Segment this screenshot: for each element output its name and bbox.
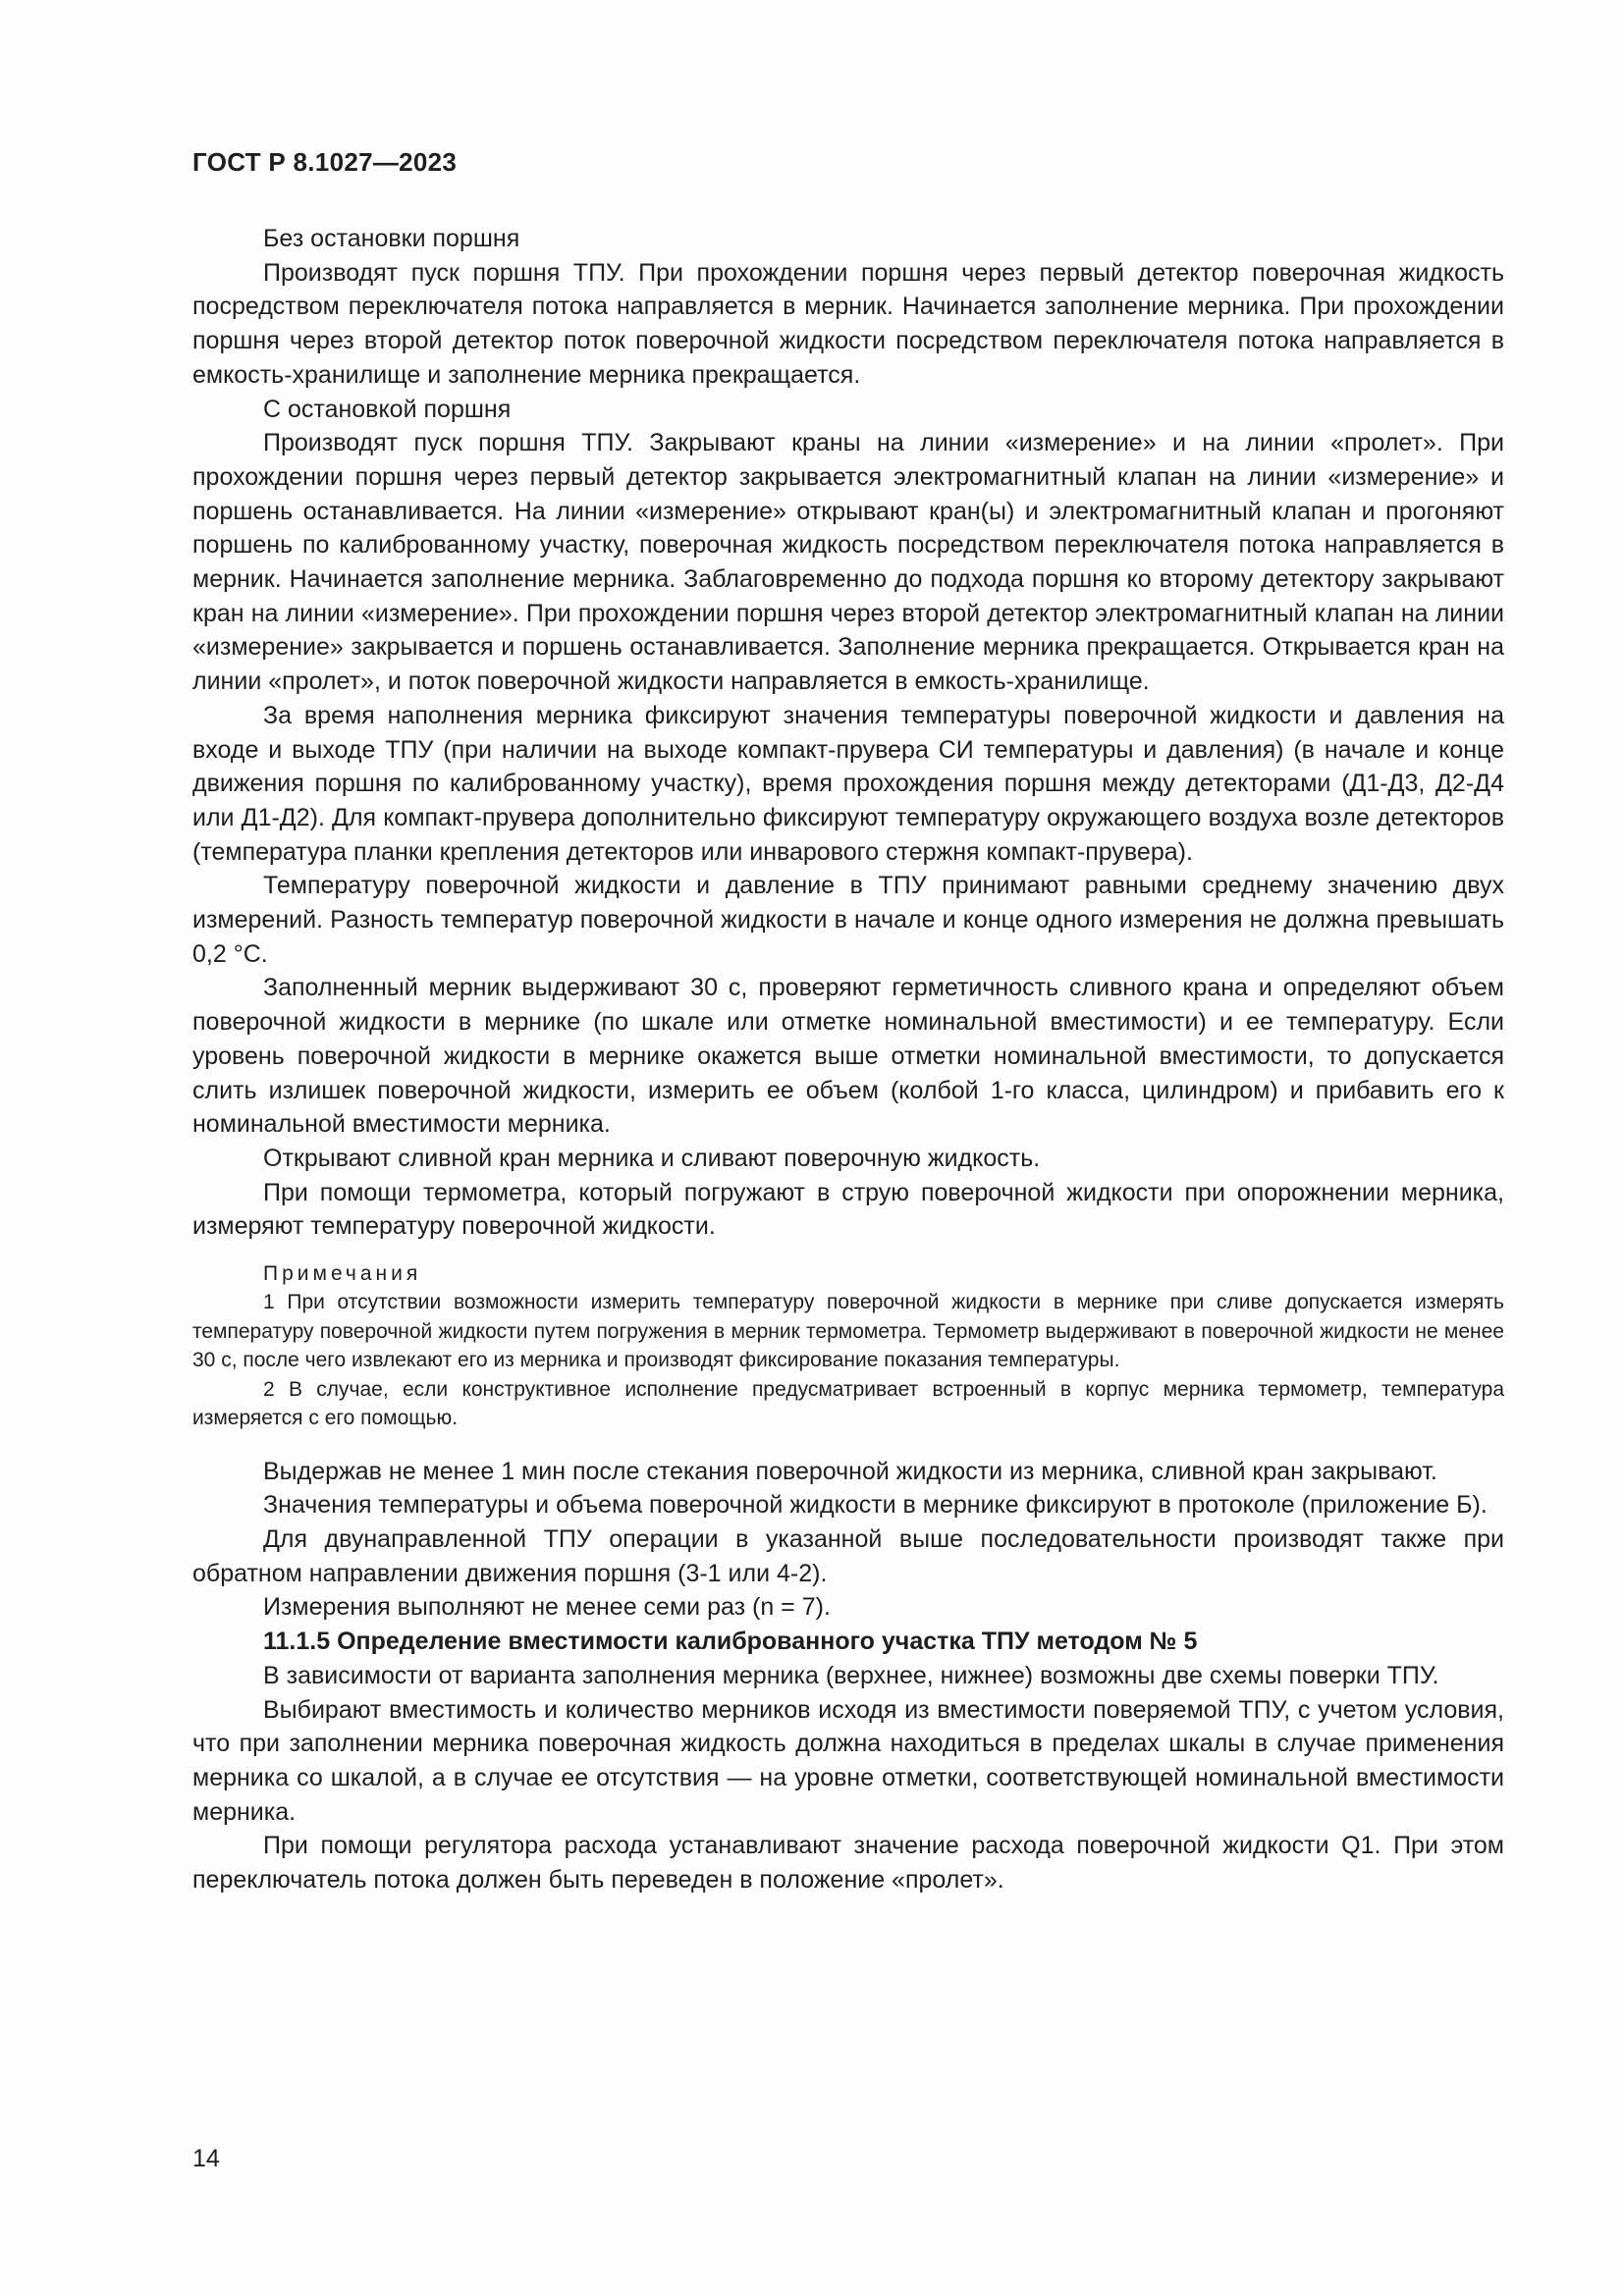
page-number: 14 [192,2145,220,2172]
section-heading: 11.1.5 Определение вместимости калиброванного участка ТПУ методом № 5 [263,1628,1198,1656]
paragraph: Выбирают вместимость и количество мерников исходя из вместимости поверяемой ТПУ, с учетом условия, что при заполнении мерника поверочная жидкость должна находиться в пределах шкалы в случае применения мерника со шкалой, а в случае ее отсутствия — на уровне отметки, соответствующей номинальной вместимости мерника. [192,1695,1504,1826]
paragraph: Заполненный мерник выдерживают 30 с, проверяют герметичность сливного крана и определяют объем поверочной жидкости в мернике (по шкале или отметке номинальной вместимости) и ее температуру. Если уровень поверочной жидкости в мернике окажется выше отметки номинальной вместимости, то допускается слить излишек поверочной жидкости, измерить ее объем (колбой 1-го класса, цилиндром) и прибавить его к номинальной вместимости мерника. [192,974,1504,1139]
notes-title: Примечания [263,1262,422,1286]
paragraph: Производят пуск поршня ТПУ. Закрывают краны на линии «измерение» и на линии «пролет». При прохождении поршня через первый детектор закрывается электромагнитный клапан на линии «измерение» и поршень останавливается. На линии «измерение» открывают кран(ы) и электромагнитный клапан и прогоняют поршень по калиброванному участку, поверочная жидкость посредством переключателя потока направляется в мерник. Начинается заполнение мерника. Заблаговременно до подхода поршня ко второму детектору закрывают кран на линии «измерение». При прохождении поршня через второй детектор электромагнитный клапан на линии «измерение» закрывается и поршень останавливается. Заполнение мерника прекращается. Открывается кран на линии «пролет», и поток поверочной жидкости направляется в емкость-хранилище. [192,429,1504,696]
paragraph: При помощи регулятора расхода устанавливают значение расхода поверочной жидкости Q1. При этом переключатель потока должен быть переведен в положение «пролет». [192,1832,1504,1895]
paragraph: Температуру поверочной жидкости и давление в ТПУ принимают равными среднему значению двух измерений. Разность температур поверочной жидкости в начале и конце одного измерения не должна превышать 0,2 °С. [192,872,1504,968]
paragraph: С остановкой поршня [263,395,512,423]
paragraph: В зависимости от варианта заполнения мерника (верхнее, нижнее) возможны две схемы поверки ТПУ. [263,1661,1439,1689]
paragraph: Открывают сливной кран мерника и сливают поверочную жидкость. [263,1144,1041,1172]
paragraph: Значения температуры и объема поверочной жидкости в мернике фиксируют в протоколе (приложение Б). [263,1491,1488,1520]
document-body [192,222,1504,1897]
note-item: 2 В случае, если конструктивное исполнение предусматривает встроенный в корпус мерника термометр, температура измеряется с его помощью. [192,1377,1504,1430]
paragraph: Без остановки поршня [263,225,520,252]
paragraph: За время наполнения мерника фиксируют значения температуры поверочной жидкости и давления на входе и выходе ТПУ (при наличии на выходе компакт-прувера СИ температуры и давления) (в начале и конце движения поршня по калиброванному участку), время прохождения поршня между детекторами (Д1-Д3, Д2-Д4 или Д1-Д2). Для компакт-прувера дополнительно фиксируют температуру окружающего воздуха возле детекторов (температура планки крепления детекторов или инварового стержня компакт-прувера). [192,701,1504,866]
notes-block [192,1259,1504,1433]
document-header: ГОСТ Р 8.1027—2023 [192,147,458,177]
paragraph: При помощи термометра, который погружают в струю поверочной жидкости при опорожнении мерника, измеряют температуру поверочной жидкости. [192,1178,1504,1241]
paragraph: Производят пуск поршня ТПУ. При прохождении поршня через первый детектор поверочная жидкость посредством переключателя потока направляется в мерник. Начинается заполнение мерника. При прохождении поршня через второй детектор поток поверочной жидкости посредством переключателя потока направляется в емкость-хранилище и заполнение мерника прекращается. [192,258,1504,389]
note-item: 1 При отсутствии возможности измерить температуру поверочной жидкости в мернике при сливе допускается измерять температуру поверочной жидкости путем погружения в мерник термометра. Термометр выдерживают в поверочной жидкости не менее 30 с, после чего извлекают его из мерника и производят фиксирование показания температуры. [192,1291,1504,1372]
paragraph: Для двунаправленной ТПУ операции в указанной выше последовательности производят также при обратном направлении движения поршня (3-1 или 4-2). [192,1525,1504,1587]
measurements-text: Измерения выполняют не менее семи раз (n = 7). [263,1593,831,1622]
paragraph-measurements [192,1590,1504,1625]
paragraph: Выдержав не менее 1 мин после стекания поверочной жидкости из мерника, сливной кран закрывают. [263,1457,1437,1485]
